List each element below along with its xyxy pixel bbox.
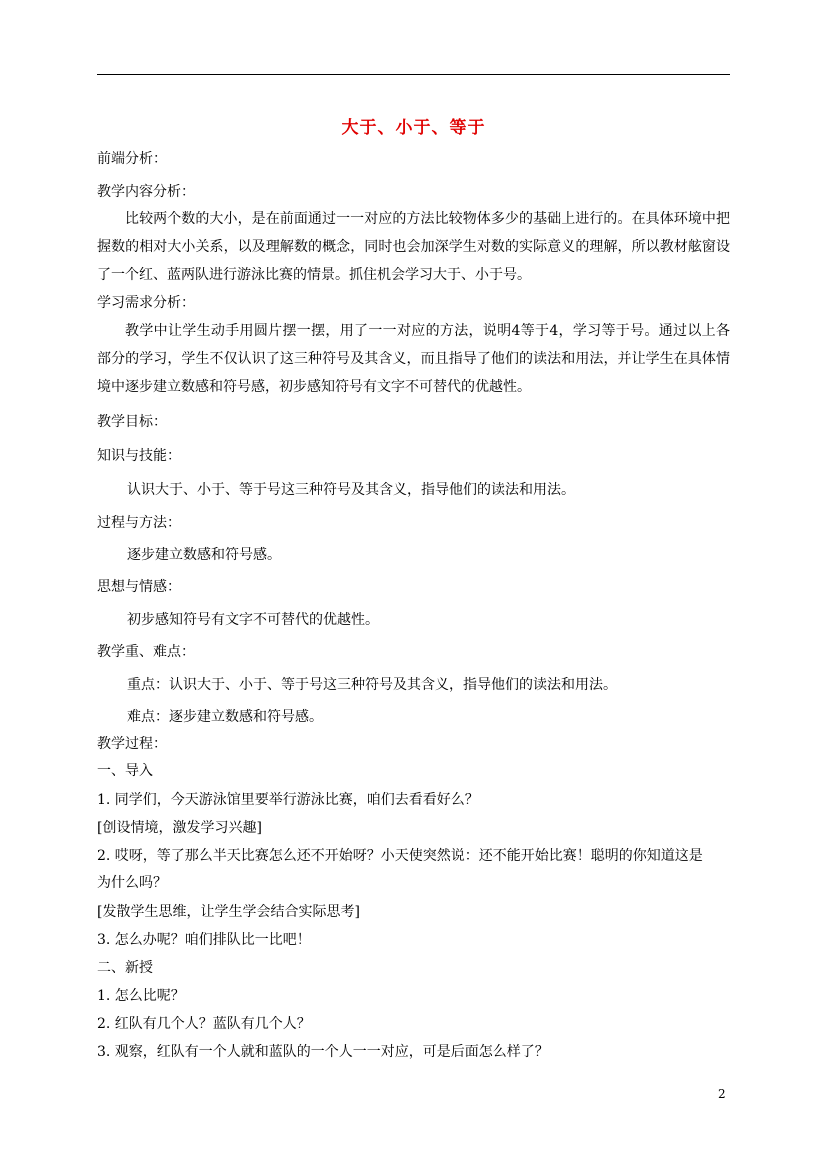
list-item: 2. 哎呀，等了那么半天比赛怎么还不开始呀？小天使突然说：还不能开始比赛！聪明的你知道这是: [97, 848, 703, 864]
heading-teaching-goals: 教学目标：: [97, 414, 167, 430]
paragraph-content-analysis: 比较两个数的大小，是在前面通过一一对应的方法比较物体多少的基础上进行的。在具体环境中把握数的相对大小关系，以及理解数的概念，同时也会加深学生对数的实际意义的理解，所以教材舷窗设了一个红、蓝两队进行游泳比赛的情景。抓住机会学习大于、小于号。: [97, 211, 730, 283]
heading-content-analysis: 教学内容分析：: [97, 184, 195, 200]
list-item: 1. 同学们，今天游泳馆里要举行游泳比赛，咱们去看看好么？: [97, 792, 479, 808]
list-item: 3. 观察，红队有一个人就和蓝队的一个人一一对应，可是后面怎么样了？: [97, 1044, 549, 1060]
text-knowledge-skills: 认识大于、小于、等于号这三种符号及其含义，指导他们的读法和用法。: [127, 482, 575, 498]
heading-knowledge-skills: 知识与技能：: [97, 448, 181, 464]
section-new-teaching: 二、新授: [97, 960, 153, 976]
text-process-method: 逐步建立数感和符号感。: [127, 547, 281, 563]
heading-process-method: 过程与方法：: [97, 515, 181, 531]
note-item: [创设情境，激发学习兴趣]: [97, 820, 262, 836]
text-key-point: 重点：认识大于、小于、等于号这三种符号及其含义，指导他们的读法和用法。: [127, 677, 617, 693]
heading-thought-emotion: 思想与情感：: [97, 579, 181, 595]
text-thought-emotion: 初步感知符号有文字不可替代的优越性。: [127, 612, 379, 628]
heading-frontend-analysis: 前端分析：: [97, 151, 167, 167]
list-item: 3. 怎么办呢？咱们排队比一比吧！: [97, 932, 311, 948]
heading-teaching-process: 教学过程：: [97, 736, 167, 752]
paragraph-learning-need: 教学中让学生动手用圆片摆一摆，用了一一对应的方法，说明4等于4，学习等于号。通过以上各部分的学习，学生不仅认识了这三种符号及其含义，而且指导了他们的读法和用法，并让学生在具体情境中逐步建立数感和符号感，初步感知符号有文字不可替代的优越性。: [97, 323, 730, 395]
page-title: 大于、小于、等于: [341, 118, 486, 138]
heading-key-difficult: 教学重、难点：: [97, 644, 195, 660]
section-introduction: 一、导入: [97, 763, 153, 779]
note-item: [发散学生思维，让学生学会结合实际思考]: [97, 904, 360, 920]
list-item-continued: 为什么吗？: [97, 875, 167, 891]
header-rule: [97, 74, 730, 75]
text-difficult-point: 难点：逐步建立数感和符号感。: [127, 709, 323, 725]
list-item: 1. 怎么比呢？: [97, 988, 185, 1004]
list-item: 2. 红队有几个人？蓝队有几个人？: [97, 1016, 311, 1032]
page-number: 2: [718, 1087, 726, 1101]
heading-learning-need: 学习需求分析：: [97, 295, 195, 311]
